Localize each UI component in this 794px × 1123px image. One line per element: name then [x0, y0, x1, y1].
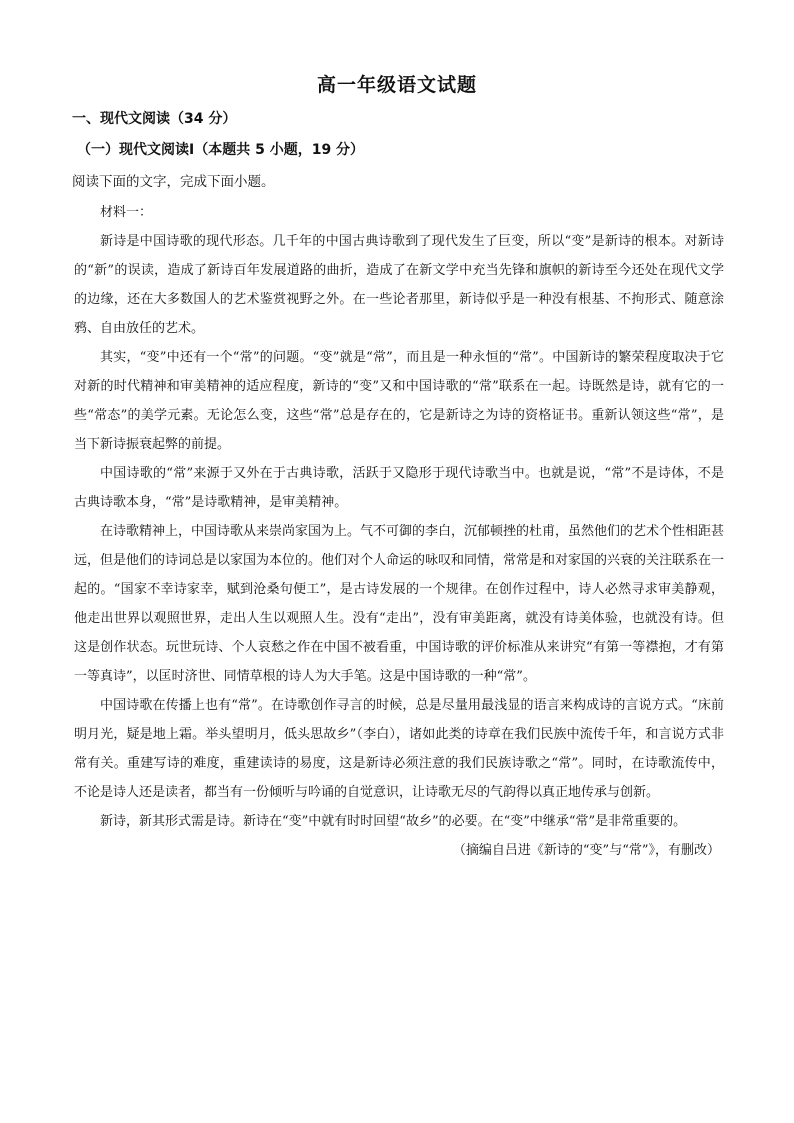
paragraph: 新诗，新其形式需是诗。新诗在“变”中就有时时回望“故乡”的必要。在“变”中继承“常”是非常重要的。 — [100, 814, 687, 829]
paragraph: 在诗歌精神上，中国诗歌从来崇尚家国为上。气不可御的李白，沉郁顿挫的杜甫，虽然他们的艺术个性相距甚远，但是他们的诗词总是以家国为本位的。他们对个人命运的咏叹和同情，常常是和对家国的兴衰的关注联系在一起的。“国家不幸诗家幸，赋到沧桑句便工”，是古诗发展的一个规律。在创作过程中，诗人必然寻求审美静观，他走出世界以观照世界，走出人生以观照人生。没有“走出”，没有审美距离，就没有诗美体验，也就没有诗。但这是创作状态。玩世玩诗、个人哀愁之作在中国不被看重，中国诗歌的评价标准从来讲究“有第一等襟抱，才有第一等真诗”，以匡时济世、同情草根的诗人为大手笔。这是中国诗歌的一种“常”。 — [74, 524, 725, 684]
material-label: 材料一： — [100, 205, 153, 220]
source-citation: （摘编自吕进《新诗的“变”与“常”》，有删改） — [452, 843, 720, 858]
reading-passage — [74, 198, 724, 865]
instruction-text: 阅读下面的文字，完成下面小题。 — [72, 174, 275, 190]
subsection-heading: （一）现代文阅读Ⅰ（本题共 5 小题，19 分） — [77, 142, 365, 158]
paragraph: 其实，“变”中还有一个“常”的问题。“变”就是“常”，而且是一种永恒的“常”。中国新诗的繁荣程度取决于它对新的时代精神和审美精神的适应程度，新诗的“变”又和中国诗歌的“常”联系在一起。诗既然是诗，就有它的一些“常态”的美学元素。无论怎么变，这些“常”总是存在的，它是新诗之为诗的资格证书。重新认领这些“常”，是当下新诗振衰起弊的前提。 — [74, 350, 724, 452]
document-title: 高一年级语文试题 — [316, 74, 477, 96]
paragraph: 中国诗歌的“常”来源于又外在于古典诗歌，活跃于又隐形于现代诗歌当中。也就是说，“常”不是诗体，不是古典诗歌本身，“常”是诗歌精神，是审美精神。 — [74, 466, 724, 510]
section-heading: 一、现代文阅读（34 分） — [72, 111, 237, 127]
paragraph: 中国诗歌在传播上也有“常”。在诗歌创作寻言的时候，总是尽量用最浅显的语言来构成诗的言说方式。“床前明月光，疑是地上霜。举头望明月，低头思故乡”（李白），诸如此类的诗章在我们民族中流传千年，和言说方式非常有关。重建写诗的难度，重建读诗的易度，这是新诗必须注意的我们民族诗歌之“常”。同时，在诗歌流传中，不论是诗人还是读者，都当有一份倾听与吟诵的自觉意识，让诗歌无尽的气韵得以真正地传承与创新。 — [74, 698, 724, 800]
paragraph: 新诗是中国诗歌的现代形态。几千年的中国古典诗歌到了现代发生了巨变，所以“变”是新诗的根本。对新诗的“新”的误读，造成了新诗百年发展道路的曲折，造成了在新文学中充当先锋和旗帜的新诗至今还处在现代文学的边缘，还在大多数国人的艺术鉴赏视野之外。在一些论者那里，新诗似乎是一种没有根基、不拘形式、随意涂鸦、自由放任的艺术。 — [74, 234, 724, 336]
